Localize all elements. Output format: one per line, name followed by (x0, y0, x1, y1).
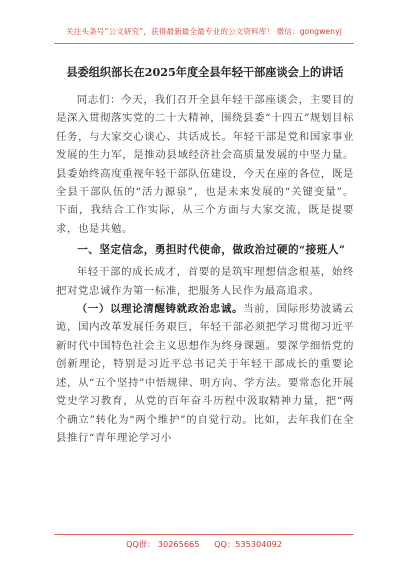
section-heading-1: 一、坚定信念，勇担时代使命，做政治过硬的“接班人” (77, 244, 346, 257)
footer-qq-group: QQ群： 30265665 (125, 539, 200, 549)
opening-paragraph: 同志们：今天，我们召开全县年轻干部座谈会，主要目的是深入贯彻落实党的二十大精神，围绕县委“十四五”规划目标任务，与大家交心谈心、共话成长。年轻干部是党和国家事业发展的生力军，是推动县域经济社会高质量发展的中坚力量。县委始终高度重视年轻干部队伍建设，今天在座的各位，既是全县干部队伍的“活力源泉”，也是未来发展的“关键变量”。下面，我结合工作实际，从三个方面与大家交流，既是提要求，也是共勉。 (56, 94, 354, 235)
subsection-1-label: （一）以理论清醒铸就政治忠诚。 (76, 303, 244, 316)
header-divider (54, 43, 354, 44)
footer (0, 539, 408, 550)
subsection-1-text: 当前，国际形势波谲云诡，国内改革发展任务艰巨，年轻干部必须把学习贯彻习近平新时代中国特色社会主义思想作为终身课题。要深学细悟党的创新理论，特别是习近平总书记关于年轻干部成长的重要论述，从“五个坚持”中悟规律、明方向、学方法。要常态化开展党史学习教育，从党的百年奋斗历程中汲取精神力量，把“两个确立”转化为“两个维护”的自觉行动。比如，去年我们在全县推行“青年理论学习小 (56, 303, 355, 444)
subsection-1-paragraph (56, 300, 354, 447)
document-body (56, 64, 354, 447)
header-banner: 关注头条号“公文研究”，获得最新最全最专业的公文资料库！ 微信：gongwenyj (66, 27, 342, 36)
footer-divider (54, 534, 354, 535)
section-1-intro-paragraph: 年轻干部的成长成才，首要的是筑牢理想信念根基，始终把对党忠诚作为第一标准，把服务人民作为最高追求。 (56, 266, 354, 297)
document-title: 县委组织部长在2025年度全县年轻干部座谈会上的讲话 (66, 65, 344, 79)
footer-qq-contact: QQ：535304092 (214, 539, 283, 549)
